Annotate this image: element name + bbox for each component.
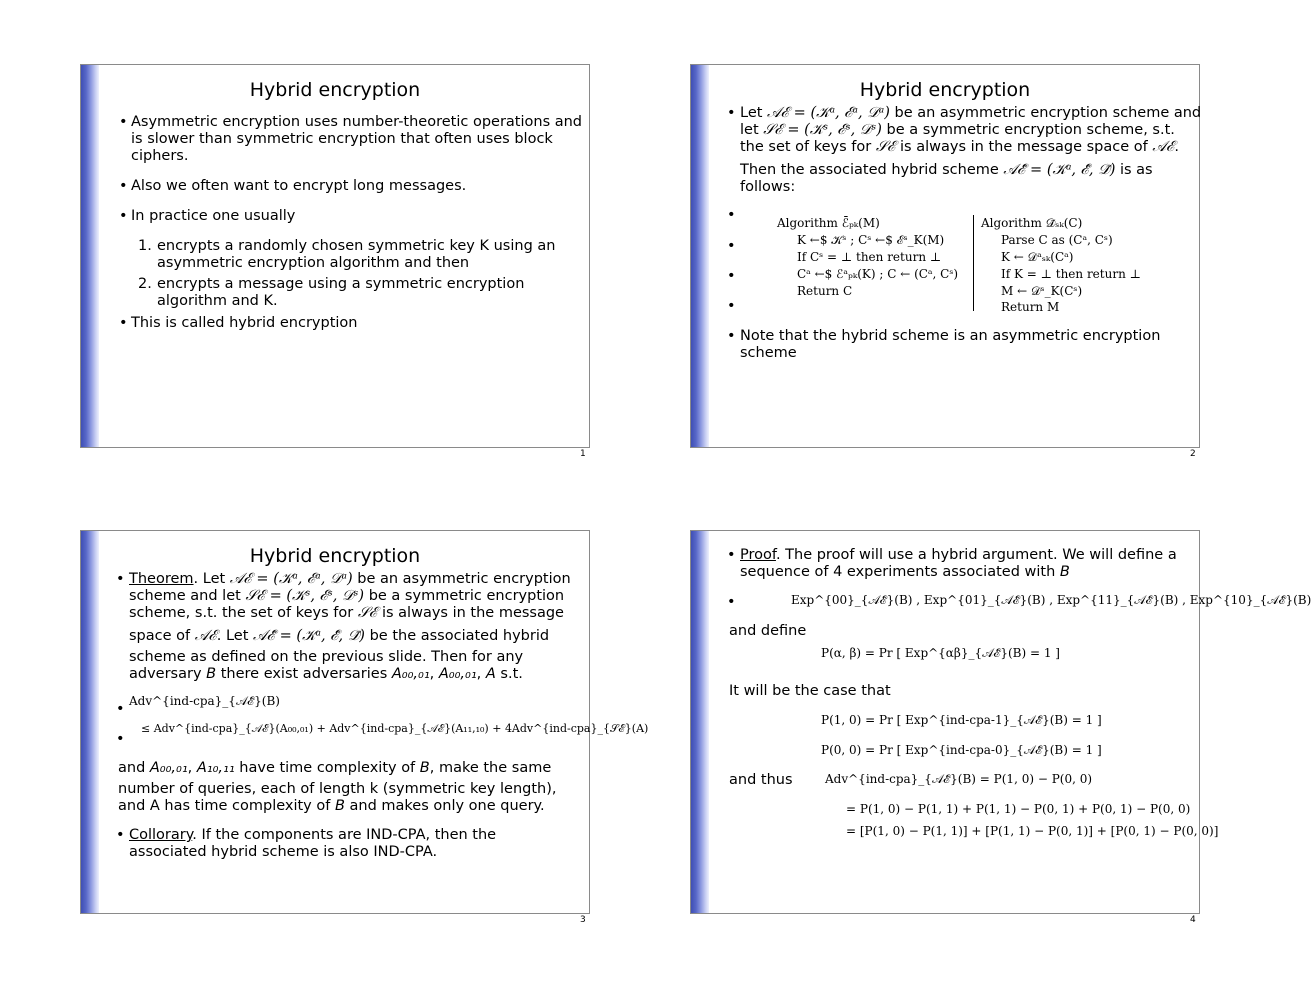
equation: = P(1, 0) − P(1, 1) + P(1, 1) − P(0, 1) + P(0, 1) − P(0, 0) xyxy=(846,802,1191,816)
page-number: 2 xyxy=(1190,449,1196,459)
bullet: • xyxy=(119,178,128,194)
dec-step: M ← 𝒟ˢ_K(Cˢ) xyxy=(1001,284,1083,298)
text-line: Then the associated hybrid scheme 𝒜ℰ̄ = (𝒦ᵃ, ℰ̄, 𝒟̄) is as xyxy=(740,162,1153,178)
theorem-label: Theorem xyxy=(129,571,194,587)
bullet: • xyxy=(119,315,128,331)
slide-3 xyxy=(80,530,649,914)
algorithm-divider xyxy=(973,215,974,311)
bullet: • xyxy=(727,238,736,254)
text-line: scheme xyxy=(740,345,797,361)
bullet: • xyxy=(116,571,125,587)
dec-algorithm-header: Algorithm 𝒟̄ₛₖ(C) xyxy=(981,216,1083,230)
advantage-bound-formula: ≤ Adv^{ind-cpa}_{𝒜ℰ}(A₀₀,₀₁) + Adv^{ind-cpa}_{𝒜ℰ}(A₁₁,₁₀) + 4Adv^{ind-cpa}_{𝒮ℰ}(A) xyxy=(141,722,649,735)
page-number: 1 xyxy=(580,449,586,459)
text-line: follows: xyxy=(740,179,796,195)
equation: P(1, 0) = Pr [ Exp^{ind-cpa-1}_{𝒜ℰ̄}(B) = 1 ] xyxy=(821,713,1102,727)
dec-step: Return M xyxy=(1001,300,1060,314)
bullet: • xyxy=(727,268,736,284)
enc-step: If Cˢ = ⊥ then return ⊥ xyxy=(797,250,942,264)
bullet: • xyxy=(116,731,125,747)
enc-step: K ←$ 𝒦ˢ ; Cˢ ←$ ℰˢ_K(M) xyxy=(797,233,945,247)
bullet: • xyxy=(727,207,736,223)
ae-definition: 𝒜ℰ = (𝒦ᵃ, ℰᵃ, 𝒟ᵃ) xyxy=(767,105,890,121)
slide-accent-bar xyxy=(691,65,709,447)
text-line: ciphers. xyxy=(131,148,189,164)
text-line: Proof. The proof will use a hybrid argument. We will define a xyxy=(740,547,1177,563)
text-line: asymmetric encryption algorithm and then xyxy=(157,255,470,271)
text-line: Let 𝒜ℰ = (𝒦ᵃ, ℰᵃ, 𝒟ᵃ) be an asymmetric encryption scheme and xyxy=(740,105,1202,121)
equation: P(0, 0) = Pr [ Exp^{ind-cpa-0}_{𝒜ℰ̄}(B) = 1 ] xyxy=(821,743,1102,757)
text-line: scheme as defined on the previous slide. Then for any xyxy=(129,649,524,665)
text-line: Collorary. If the components are IND-CPA, then the xyxy=(129,827,497,843)
experiments-formula: Exp^{00}_{𝒜ℰ̄}(B) , Exp^{01}_{𝒜ℰ̄}(B) , Exp^{11}_{𝒜ℰ̄}(B) , Exp^{10}_{𝒜ℰ̄}(B) xyxy=(791,593,1311,607)
slide-accent-bar xyxy=(691,531,709,913)
text-line: Asymmetric encryption uses number-theoretic operations and xyxy=(131,114,583,130)
text-line: Note that the hybrid scheme is an asymmetric encryption xyxy=(740,328,1161,344)
corollary-label: Collorary xyxy=(129,827,193,843)
text-line: space of 𝒜ℰ. Let 𝒜ℰ̄ = (𝒦ᵃ, ℰ̄, 𝒟̄) be the associated hybrid xyxy=(129,628,550,644)
probability-definition: P(α, β) = Pr [ Exp^{αβ}_{𝒜ℰ̄}(B) = 1 ] xyxy=(821,646,1060,660)
text-line: the set of keys for 𝒮ℰ is always in the message space of 𝒜ℰ. xyxy=(740,139,1179,155)
bullet: • xyxy=(119,208,128,224)
se-definition: 𝒮ℰ = (𝒦ˢ, ℰˢ, 𝒟ˢ) xyxy=(763,122,882,138)
proof-label: Proof xyxy=(740,547,776,563)
equation: Adv^{ind-cpa}_{𝒜ℰ̄}(B) = P(1, 0) − P(0, 0) xyxy=(825,772,1093,786)
advantage-formula: Adv^{ind-cpa}_{𝒜ℰ̄}(B) xyxy=(129,694,280,708)
slide-4 xyxy=(690,530,1311,914)
bullet: • xyxy=(119,114,128,130)
bullet: • xyxy=(116,827,125,843)
slide-title: Hybrid encryption xyxy=(249,545,421,567)
text-line: and A has time complexity of B and makes only one query. xyxy=(118,798,545,814)
text-line: This is called hybrid encryption xyxy=(131,315,358,331)
text-line: scheme and let 𝒮ℰ = (𝒦ˢ, ℰˢ, 𝒟ˢ) be a symmetric encryption xyxy=(129,588,565,604)
bullet: • xyxy=(727,547,736,563)
list-number: 2. xyxy=(138,276,152,292)
enc-step: Return C xyxy=(797,284,853,298)
slide-title: Hybrid encryption xyxy=(859,79,1031,101)
bullet: • xyxy=(727,594,736,610)
text-line: and define xyxy=(729,623,807,639)
slide-accent-bar xyxy=(81,65,99,447)
slide-1 xyxy=(80,64,590,448)
bullet: • xyxy=(727,105,736,121)
enc-algorithm-header: Algorithm ℰ̄ₚₖ(M) xyxy=(777,216,880,230)
text-line: and A₀₀,₀₁, A₁₀,₁₁ have time complexity of B, make the same xyxy=(118,760,552,776)
text-line: Theorem. Let 𝒜ℰ = (𝒦ᵃ, ℰᵃ, 𝒟ᵃ) be an asymmetric encryption xyxy=(129,571,571,587)
slide-accent-bar xyxy=(81,531,99,913)
text-line: In practice one usually xyxy=(131,208,296,224)
text-line: It will be the case that xyxy=(729,683,891,699)
text-line: scheme, s.t. the set of keys for 𝒮ℰ is always in the message xyxy=(129,605,564,621)
dec-step: Parse C as (Cᵃ, Cˢ) xyxy=(1001,233,1113,247)
text-line: encrypts a randomly chosen symmetric key K using an xyxy=(157,238,556,254)
slide-title: Hybrid encryption xyxy=(249,79,421,101)
bullet: • xyxy=(727,298,736,314)
text-line: Also we often want to encrypt long messages. xyxy=(131,178,467,194)
enc-step: Cᵃ ←$ ℰᵃₚₖ(K) ; C ← (Cᵃ, Cˢ) xyxy=(797,267,959,281)
text-line: algorithm and K. xyxy=(157,293,278,309)
equation: = [P(1, 0) − P(1, 1)] + [P(1, 1) − P(0, 1)] + [P(0, 1) − P(0, 0)] xyxy=(846,824,1219,838)
hybrid-definition: 𝒜ℰ̄ = (𝒦ᵃ, ℰ̄, 𝒟̄) xyxy=(1003,162,1116,178)
slide-2 xyxy=(690,64,1200,448)
list-number: 1. xyxy=(138,238,152,254)
text-line: number of queries, each of length k (symmetric key length), xyxy=(118,781,557,797)
text-line: encrypts a message using a symmetric encryption xyxy=(157,276,525,292)
text-line: associated hybrid scheme is also IND-CPA. xyxy=(129,844,438,860)
text-line: let 𝒮ℰ = (𝒦ˢ, ℰˢ, 𝒟ˢ) be a symmetric encryption scheme, s.t. xyxy=(740,122,1175,138)
bullet: • xyxy=(116,701,125,717)
bullet: • xyxy=(727,328,736,344)
text-line: is slower than symmetric encryption that often uses block xyxy=(131,131,553,147)
text-line: sequence of 4 experiments associated with B xyxy=(740,564,1070,580)
page-number: 3 xyxy=(580,915,586,925)
text-line: and thus xyxy=(729,772,793,788)
dec-step: K ← 𝒟ᵃₛₖ(Cᵃ) xyxy=(1001,250,1074,264)
page-number: 4 xyxy=(1190,915,1196,925)
dec-step: If K = ⊥ then return ⊥ xyxy=(1001,267,1141,281)
text-line: adversary B there exist adversaries A₀₀,₀₁, A₀₀,₀₁, A s.t. xyxy=(129,666,523,682)
